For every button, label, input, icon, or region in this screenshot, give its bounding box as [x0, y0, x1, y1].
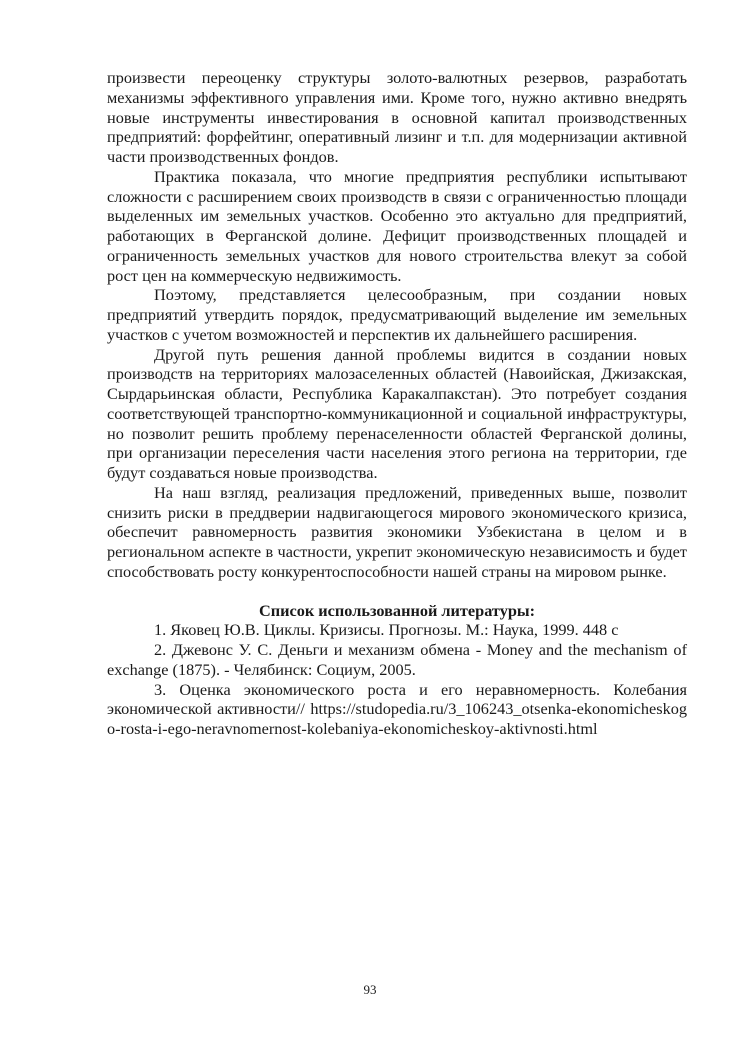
- references-title: Список использованной литературы:: [258, 600, 536, 620]
- document-page: [107, 68, 687, 739]
- reference-item-3-text: 3. Оценка экономического роста и его неравномерность. Колебания экономической активности//: [107, 679, 687, 719]
- paragraph-1: произвести переоценку структуры золото-валютных резервов, разработать механизмы эффективного управления ими. Кроме того, нужно активно внедрять новые инструменты инвестирования в основной капитал производственных предприятий: форфейтинг, оперативный лизинг и т.п. для модернизации активной части производственных фондов.: [107, 68, 687, 166]
- paragraph-2: Практика показала, что многие предприятия республики испытывают сложности с расширением своих производств в связи с ограниченностью площади выделенных им земельных участков. Особенно это актуально для предприятий, работающих в Ферганской долине. Дефицит производственных площадей и ограниченность земельных участков для нового строительства влекут за собой рост цен на коммерческую недвижимость.: [107, 166, 687, 285]
- reference-item-3: [107, 680, 687, 739]
- paragraph-4: Другой путь решения данной проблемы видится в создании новых производств на территориях малозаселенных областей (Навоийская, Джизакская, Сырдарьинская области, Республика Каракалпакстан). Это потребует создания соответствующей транспортно-коммуникационной и социальной инфраструктуры, но позволит решить проблему перенаселенности областей Ферганской долины, при организации переселения части населения этого региона на территории, где будут создаваться новые производства.: [107, 344, 687, 482]
- reference-item-1: 1. Яковец Ю.В. Циклы. Кризисы. Прогнозы. М.: Наука, 1999. 448 с: [154, 620, 619, 640]
- references-section: [107, 601, 687, 739]
- page-number: 93: [363, 982, 377, 997]
- paragraph-5: На наш взгляд, реализация предложений, приведенных выше, позволит снизить риски в преддверии надвигающегося мирового экономического кризиса, обеспечит равномерность развития экономики Узбекистана в целом и в региональном аспекте в частности, укрепит экономическую независимость и будет способствовать росту конкурентоспособности нашей страны на мировом рынке.: [107, 482, 687, 581]
- reference-item-3-link[interactable]: https://studopedia.ru/3_106243_otsenka-ekonomicheskogo-rosta-i-ego-neravnomernost-kolebaniya-ekonomicheskoy-aktivnosti.html: [107, 699, 687, 738]
- paragraph-3: Поэтому, представляется целесообразным, при создании новых предприятий утвердить порядок, предусматривающий выделение им земельных участков с учетом возможностей и перспектив их дальнейшего расширения.: [107, 285, 687, 344]
- reference-item-2: 2. Джевонс У. С. Деньги и механизм обмена - Money and the mechanism of exchange (1875). - Челябинск: Социум, 2005.: [107, 640, 687, 679]
